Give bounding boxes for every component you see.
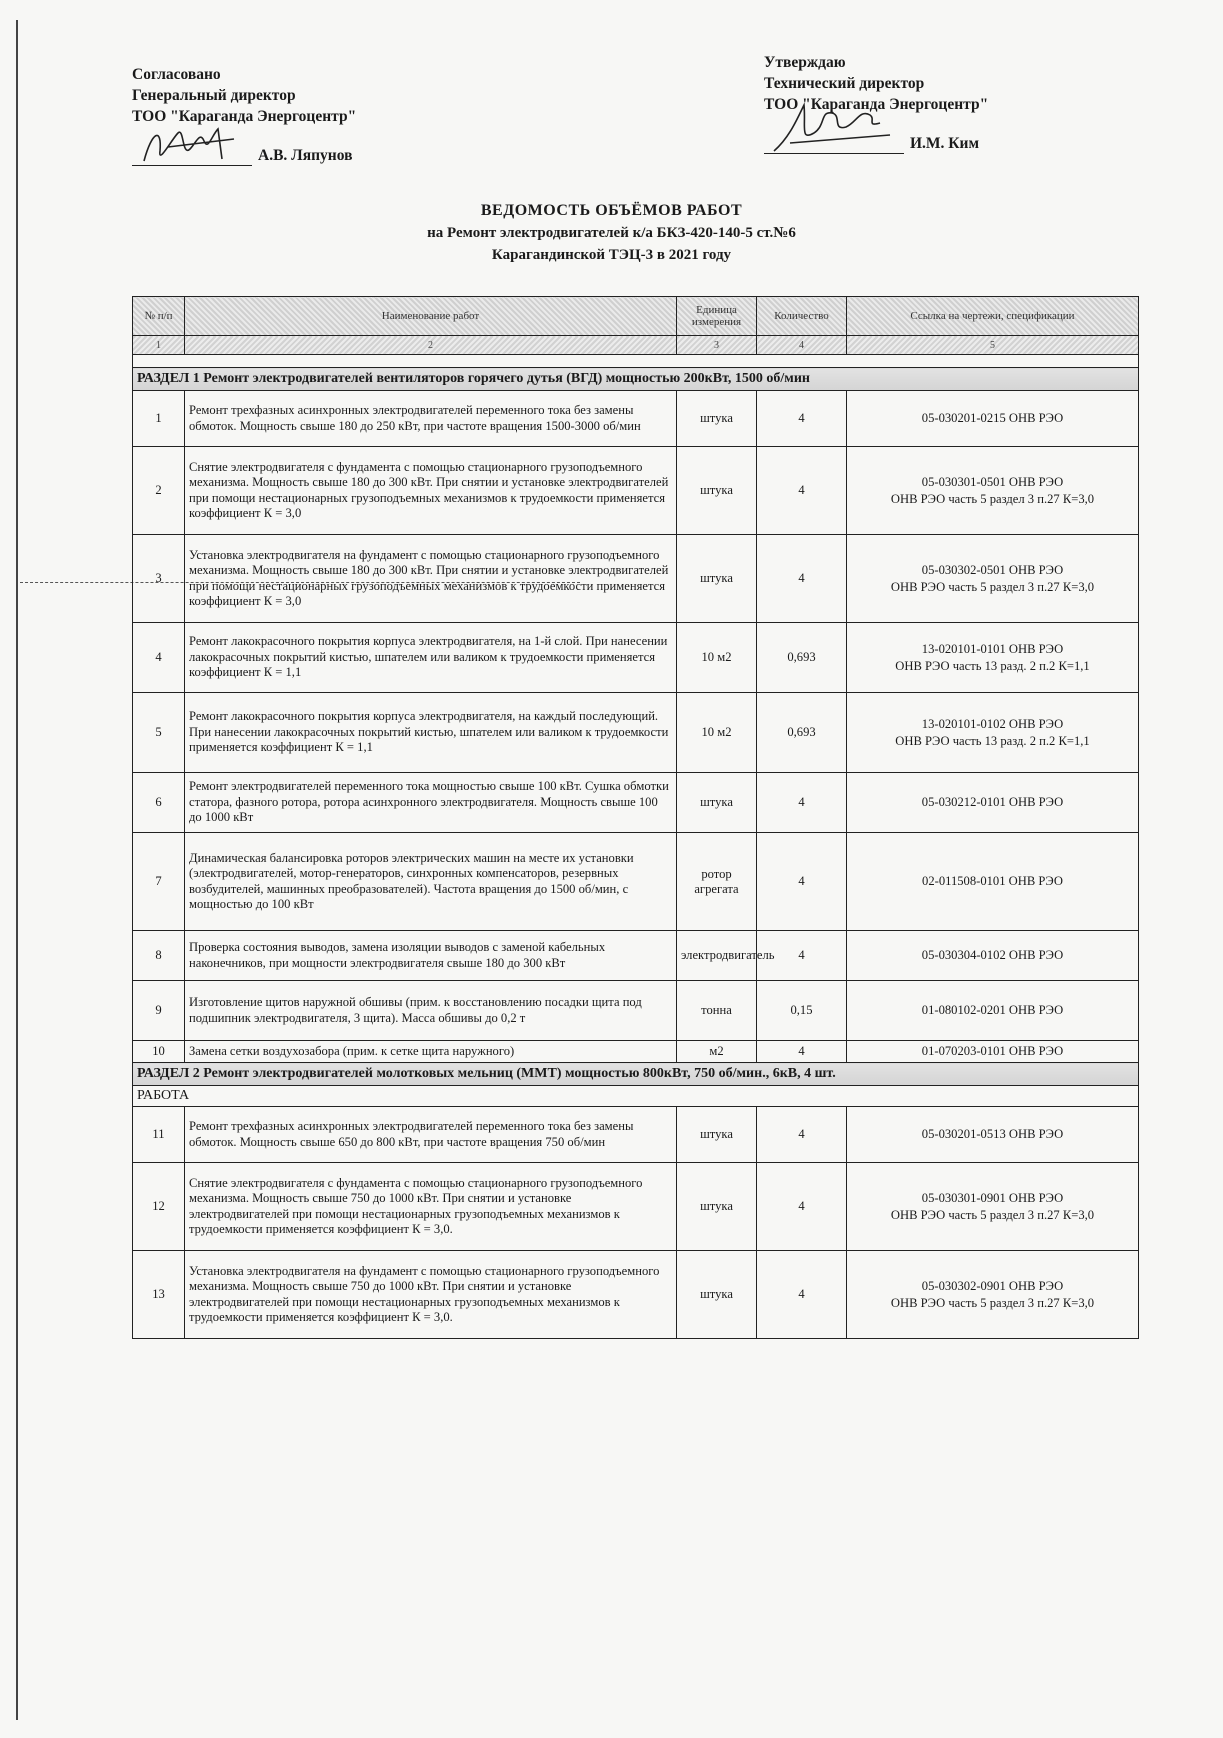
quantity-cell: 0,693 (757, 693, 847, 773)
header-name: Наименование работ (185, 297, 677, 336)
reference-code: 05-030201-0513 ОНВ РЭО (921, 1127, 1064, 1141)
unit-cell: штука (677, 447, 757, 535)
quantity-cell: 4 (757, 833, 847, 931)
quantity-cell: 4 (757, 773, 847, 833)
approval-left-name: А.В. Ляпунов (258, 147, 353, 164)
section-2-subtitle: РАБОТА (133, 1086, 1139, 1107)
header-qty: Количество (757, 297, 847, 336)
row-number-cell: 9 (133, 981, 185, 1041)
work-name-cell: Ремонт трехфазных асинхронных электродвигателей переменного тока без замены обмоток. Мощность свыше 180 до 250 кВт, при частоте вращения 1500-3000 об/мин (185, 391, 677, 447)
row-number-cell: 6 (133, 773, 185, 833)
unit-cell: штука (677, 1251, 757, 1339)
table-row (133, 1251, 1139, 1339)
unit-cell: тонна (677, 981, 757, 1041)
table-row (133, 981, 1139, 1041)
reference-code: 13-020101-0101 ОНВ РЭО (921, 641, 1064, 656)
header-num: № п/п (133, 297, 185, 336)
reference-cell (847, 833, 1139, 931)
unit-cell: 10 м2 (677, 693, 757, 773)
row-number-cell: 2 (133, 447, 185, 535)
approval-left-org: ТОО "Караганда Энергоцентр" (132, 108, 357, 125)
quantity-cell: 4 (757, 535, 847, 623)
work-name-cell: Установка электродвигателя на фундамент с помощью стационарного грузоподъемного механизма. Мощность свыше 180 до 300 кВт. При снятии и установке электродвигателей при помощи нестационарных грузоподъемных механизмов к трудоемкости применяется коэффициент К = 3,0 (185, 535, 677, 623)
title-line-3: Карагандинской ТЭЦ-3 в 2021 году (491, 247, 732, 263)
quantity-cell: 4 (757, 1163, 847, 1251)
works-table (132, 296, 1139, 1339)
table-row (133, 391, 1139, 447)
header-ref: Ссылка на чертежи, спецификации (847, 297, 1139, 336)
reference-note: ОНВ РЭО часть 13 разд. 2 п.2 К=1,1 (895, 733, 1090, 748)
reference-code: 05-030302-0901 ОНВ РЭО (921, 1278, 1064, 1293)
title-line-2: на Ремонт электродвигателей к/а БКЗ-420-140-5 ст.№6 (427, 225, 796, 241)
signature-rule (764, 119, 904, 154)
work-name-cell: Динамическая балансировка роторов электрических машин на месте их установки (электродвигателей, мотор-генераторов, синхронных компенсаторов, резервных возбудителей, машинных преобразователей). Частота вращения до 1500 об/мин, с мощностью до 100 кВт (185, 833, 677, 931)
reference-cell (847, 1107, 1139, 1163)
section-1-title-row (133, 368, 1139, 391)
row-number-cell: 3 (133, 535, 185, 623)
row-number-cell: 7 (133, 833, 185, 931)
reference-cell (847, 535, 1139, 623)
column-number: 2 (185, 336, 677, 355)
work-name-cell: Ремонт трехфазных асинхронных электродвигателей переменного тока без замены обмоток. Мощность свыше 650 до 800 кВт, при частоте вращения 750 об/мин (185, 1107, 677, 1163)
signature-right (770, 97, 900, 157)
scan-edge-line (16, 20, 18, 1720)
reference-note: ОНВ РЭО часть 13 разд. 2 п.2 К=1,1 (895, 658, 1090, 673)
reference-code: 01-080102-0201 ОНВ РЭО (921, 1003, 1064, 1017)
table-row (133, 623, 1139, 693)
approval-right-position: Технический директор (764, 75, 925, 92)
reference-cell (847, 623, 1139, 693)
signature-left (138, 121, 248, 169)
work-name-cell: Ремонт лакокрасочного покрытия корпуса электродвигателя, на каждый последующий. При нанесении лакокрасочных покрытий кистью, шпателем или валиком к трудоемкости применяется коэффициент К = 1,1 (185, 693, 677, 773)
reference-code: 05-030301-0901 ОНВ РЭО (921, 1190, 1064, 1205)
reference-cell (847, 1163, 1139, 1251)
table-header-row (133, 297, 1139, 336)
reference-code: 05-030212-0101 ОНВ РЭО (921, 795, 1064, 809)
document-title (0, 200, 1223, 266)
unit-cell: 10 м2 (677, 623, 757, 693)
unit-cell: м2 (677, 1041, 757, 1063)
unit-cell: штука (677, 1107, 757, 1163)
quantity-cell: 4 (757, 1041, 847, 1063)
approval-right-heading: Утверждаю (764, 54, 846, 71)
approval-right (764, 52, 988, 154)
column-number: 5 (847, 336, 1139, 355)
unit-cell: штука (677, 773, 757, 833)
table-row (133, 447, 1139, 535)
table-row (133, 773, 1139, 833)
row-number-cell: 5 (133, 693, 185, 773)
approval-right-sign-line (764, 119, 988, 154)
reference-note: ОНВ РЭО часть 5 раздел 3 п.27 К=3,0 (890, 1207, 1095, 1222)
quantity-cell: 4 (757, 1251, 847, 1339)
approval-left-heading: Согласовано (132, 66, 221, 83)
signature-rule (132, 131, 252, 166)
column-number: 3 (677, 336, 757, 355)
reference-cell (847, 693, 1139, 773)
row-number-cell: 13 (133, 1251, 185, 1339)
table-row (133, 833, 1139, 931)
quantity-cell: 4 (757, 931, 847, 981)
work-name-cell: Изготовление щитов наружной обшивы (прим. к восстановлению посадки щита под подшипник электродвигателя, 3 щита). Масса обшивы до 0,2 т (185, 981, 677, 1041)
reference-cell (847, 931, 1139, 981)
section-2-title: РАЗДЕЛ 2 Ремонт электродвигателей молотковых мельниц (ММТ) мощностью 800кВт, 750 об/мин., 6кВ, 4 шт. (133, 1063, 1139, 1086)
work-name-cell: Проверка состояния выводов, замена изоляции выводов с заменой кабельных наконечников, при мощности электродвигателя свыше 180 до 300 кВт (185, 931, 677, 981)
approval-right-name: И.М. Ким (910, 135, 980, 152)
reference-cell (847, 981, 1139, 1041)
section-1-title: РАЗДЕЛ 1 Ремонт электродвигателей вентиляторов горячего дутья (ВГД) мощностью 200кВт, 1500 об/мин (133, 368, 1139, 391)
row-number-cell: 12 (133, 1163, 185, 1251)
title-line-1: ВЕДОМОСТЬ ОБЪЁМОВ РАБОТ (480, 202, 743, 219)
column-number: 1 (133, 336, 185, 355)
quantity-cell: 4 (757, 447, 847, 535)
table-row (133, 1163, 1139, 1251)
reference-code: 01-070203-0101 ОНВ РЭО (921, 1044, 1064, 1058)
unit-cell: штука (677, 1163, 757, 1251)
reference-cell (847, 447, 1139, 535)
row-number-cell: 8 (133, 931, 185, 981)
unit-cell: штука (677, 535, 757, 623)
work-name-cell: Ремонт электродвигателей переменного тока мощностью свыше 100 кВт. Сушка обмотки статора, фазного ротора, ротора асинхронного электродвигателя. Мощность свыше 100 до 1000 кВт (185, 773, 677, 833)
approval-left-sign-line (132, 131, 356, 166)
row-number-cell: 11 (133, 1107, 185, 1163)
column-number: 4 (757, 336, 847, 355)
table-row (133, 693, 1139, 773)
reference-cell (847, 1041, 1139, 1063)
quantity-cell: 0,15 (757, 981, 847, 1041)
reference-code: 05-030304-0102 ОНВ РЭО (921, 948, 1064, 962)
reference-code: 02-011508-0101 ОНВ РЭО (922, 874, 1063, 888)
reference-code: 05-030302-0501 ОНВ РЭО (921, 562, 1064, 577)
row-number-cell: 1 (133, 391, 185, 447)
quantity-cell: 4 (757, 391, 847, 447)
table-row (133, 1107, 1139, 1163)
unit-cell: штука (677, 391, 757, 447)
reference-note: ОНВ РЭО часть 5 раздел 3 п.27 К=3,0 (890, 579, 1095, 594)
approval-left-position: Генеральный директор (132, 87, 296, 104)
approval-right-org: ТОО "Караганда Энергоцентр" (764, 96, 989, 113)
row-number-cell: 10 (133, 1041, 185, 1063)
reference-note: ОНВ РЭО часть 5 раздел 3 п.27 К=3,0 (890, 491, 1095, 506)
table-row (133, 535, 1139, 623)
work-name-cell: Ремонт лакокрасочного покрытия корпуса электродвигателя, на 1-й слой. При нанесении лакокрасочных покрытий кистью, шпателем или валиком к трудоемкости применяется коэффициент К = 1,1 (185, 623, 677, 693)
unit-cell: электродвигатель (677, 931, 757, 981)
table-row (133, 1041, 1139, 1063)
approval-left (132, 64, 356, 166)
work-name-cell: Снятие электродвигателя с фундамента с помощью стационарного грузоподъемного механизма. Мощность свыше 750 до 1000 кВт. При снятии и установке электродвигателей при помощи нестационарных грузоподъемных механизмов к трудоемкости применяется коэффициент К = 3,0. (185, 1163, 677, 1251)
column-numbers-row (133, 336, 1139, 355)
section-2-title-row (133, 1063, 1139, 1086)
reference-cell (847, 773, 1139, 833)
header-unit: Единица измерения (677, 297, 757, 336)
reference-cell (847, 391, 1139, 447)
unit-cell: ротор агрегата (677, 833, 757, 931)
work-name-cell: Установка электродвигателя на фундамент с помощью стационарного грузоподъемного механизма. Мощность свыше 750 до 1000 кВт. При снятии и установке электродвигателей при помощи нестационарных грузоподъемных механизмов к трудоемкости применяется коэффициент К = 3,0. (185, 1251, 677, 1339)
quantity-cell: 4 (757, 1107, 847, 1163)
reference-code: 05-030201-0215 ОНВ РЭО (921, 411, 1064, 425)
reference-code: 13-020101-0102 ОНВ РЭО (921, 716, 1064, 731)
work-name-cell: Замена сетки воздухозабора (прим. к сетке щита наружного) (185, 1041, 677, 1063)
quantity-cell: 0,693 (757, 623, 847, 693)
row-number-cell: 4 (133, 623, 185, 693)
reference-code: 05-030301-0501 ОНВ РЭО (921, 474, 1064, 489)
work-name-cell: Снятие электродвигателя с фундамента с помощью стационарного грузоподъемного механизма. Мощность свыше 180 до 300 кВт. При снятии и установке электродвигателей при помощи нестационарных грузоподъемных механизмов к трудоемкости применяется коэффициент К = 3,0 (185, 447, 677, 535)
spacer-cell (133, 355, 1139, 368)
reference-cell (847, 1251, 1139, 1339)
reference-note: ОНВ РЭО часть 5 раздел 3 п.27 К=3,0 (890, 1295, 1095, 1310)
table-row (133, 931, 1139, 981)
spacer-row (133, 355, 1139, 368)
section-2-subtitle-row (133, 1086, 1139, 1107)
